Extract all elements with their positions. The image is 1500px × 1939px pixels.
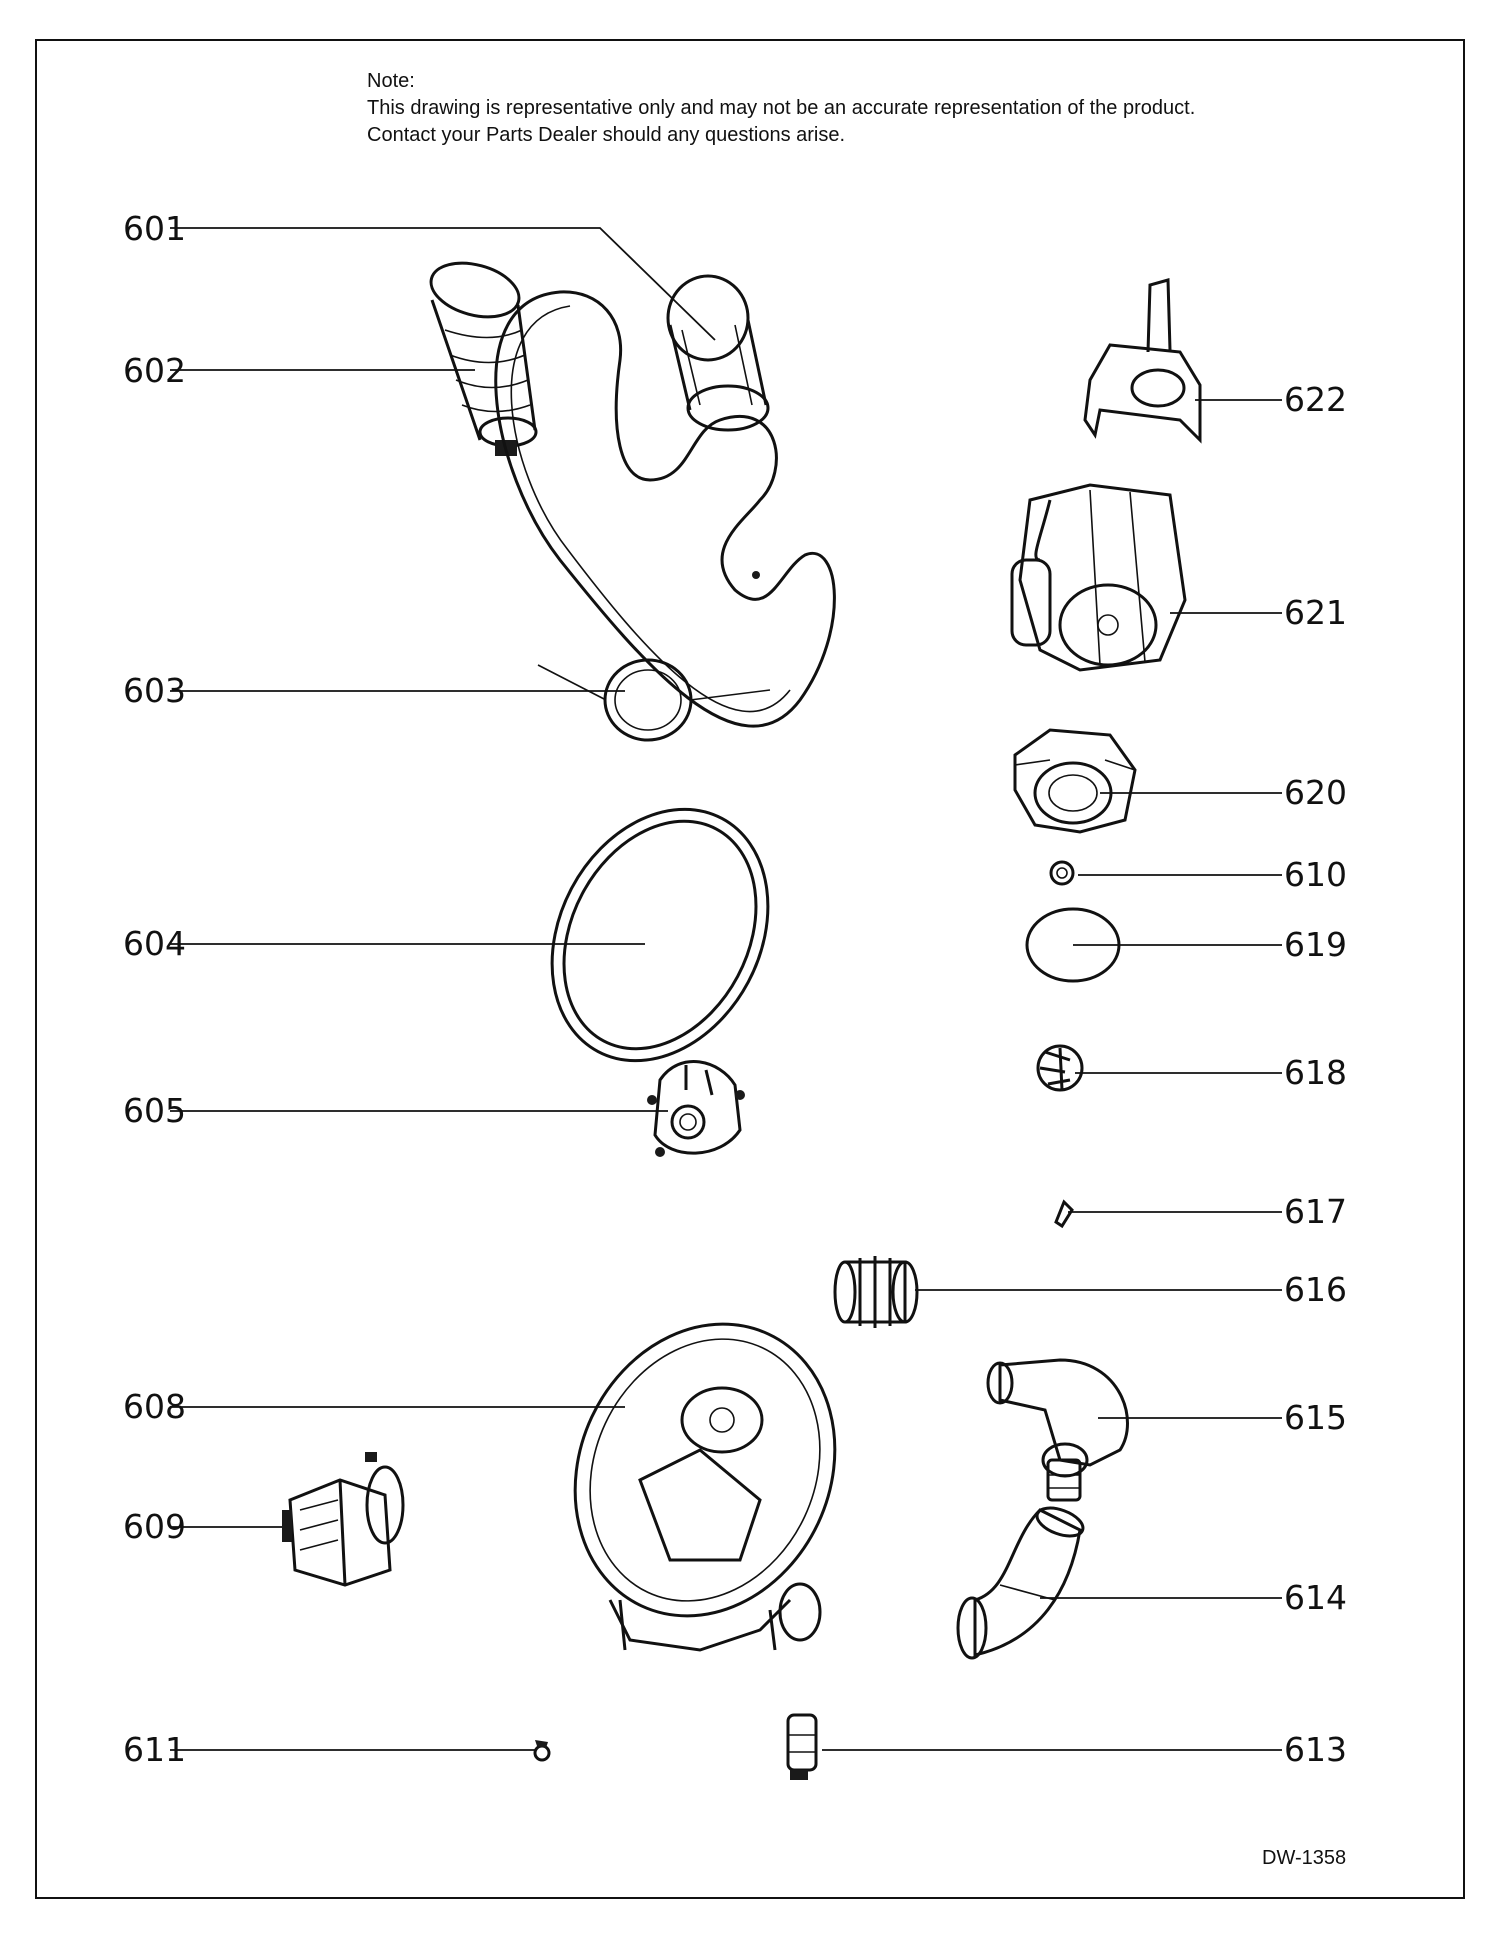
part-603-shield — [496, 292, 835, 740]
callout-label-622: 622 — [1284, 380, 1347, 419]
part-613-sensor — [788, 1715, 816, 1780]
part-618-impeller — [1038, 1046, 1082, 1090]
callout-613 — [822, 1730, 1347, 1769]
part-601-strainer — [668, 276, 768, 430]
part-617-clip — [1056, 1202, 1072, 1226]
callout-label-605: 605 — [123, 1091, 186, 1130]
part-608-sump — [528, 1281, 881, 1659]
callout-609 — [123, 1507, 290, 1546]
callout-label-604: 604 — [123, 924, 186, 963]
callout-label-609: 609 — [123, 1507, 186, 1546]
part-614-elbow-hose — [958, 1503, 1087, 1658]
part-605-cover — [647, 1061, 745, 1157]
part-609-drain-pump — [282, 1452, 403, 1585]
callout-label-601: 601 — [123, 209, 186, 248]
part-615-housing — [988, 1360, 1128, 1500]
callout-label-611: 611 — [123, 1730, 186, 1769]
part-604-gasket — [510, 772, 811, 1099]
callout-label-617: 617 — [1284, 1192, 1347, 1231]
callout-603 — [123, 671, 625, 710]
callout-label-614: 614 — [1284, 1578, 1347, 1617]
callout-601 — [123, 209, 715, 340]
part-610-seal — [1051, 862, 1073, 884]
note-line-1: This drawing is representative only and may not be an accurate representation of the product. — [367, 97, 1196, 119]
leader-line-601 — [170, 228, 715, 340]
callout-611 — [123, 1730, 535, 1769]
part-621-motor — [1012, 485, 1185, 670]
callout-label-619: 619 — [1284, 925, 1347, 964]
callout-label-603: 603 — [123, 671, 186, 710]
part-616-bellows — [835, 1256, 917, 1328]
callout-620 — [1100, 773, 1347, 812]
callout-label-618: 618 — [1284, 1053, 1347, 1092]
callout-617 — [1068, 1192, 1347, 1231]
callout-608 — [123, 1387, 625, 1426]
callout-610 — [1078, 855, 1347, 894]
note-line-2: Contact your Parts Dealer should any questions arise. — [367, 124, 846, 146]
callout-label-616: 616 — [1284, 1270, 1347, 1309]
part-602-filter — [425, 254, 536, 456]
callout-605 — [123, 1091, 668, 1130]
callout-label-613: 613 — [1284, 1730, 1347, 1769]
drawing-frame — [36, 40, 1464, 1898]
part-611-screw — [535, 1740, 549, 1760]
callout-614 — [1040, 1578, 1347, 1617]
callout-label-620: 620 — [1284, 773, 1347, 812]
drawing-id: DW-1358 — [1262, 1847, 1347, 1869]
callout-621 — [1170, 593, 1347, 632]
callout-label-615: 615 — [1284, 1398, 1347, 1437]
callout-label-610: 610 — [1284, 855, 1347, 894]
callout-615 — [1098, 1398, 1347, 1437]
callout-616 — [915, 1270, 1347, 1309]
note-heading: Note: — [367, 70, 415, 92]
part-620-chamber — [1015, 730, 1135, 832]
callout-label-621: 621 — [1284, 593, 1347, 632]
callout-label-608: 608 — [123, 1387, 186, 1426]
callout-622 — [1195, 380, 1347, 419]
callout-label-602: 602 — [123, 351, 186, 390]
part-622-bracket — [1085, 280, 1200, 440]
callout-618 — [1075, 1053, 1347, 1092]
callout-602 — [123, 351, 475, 390]
